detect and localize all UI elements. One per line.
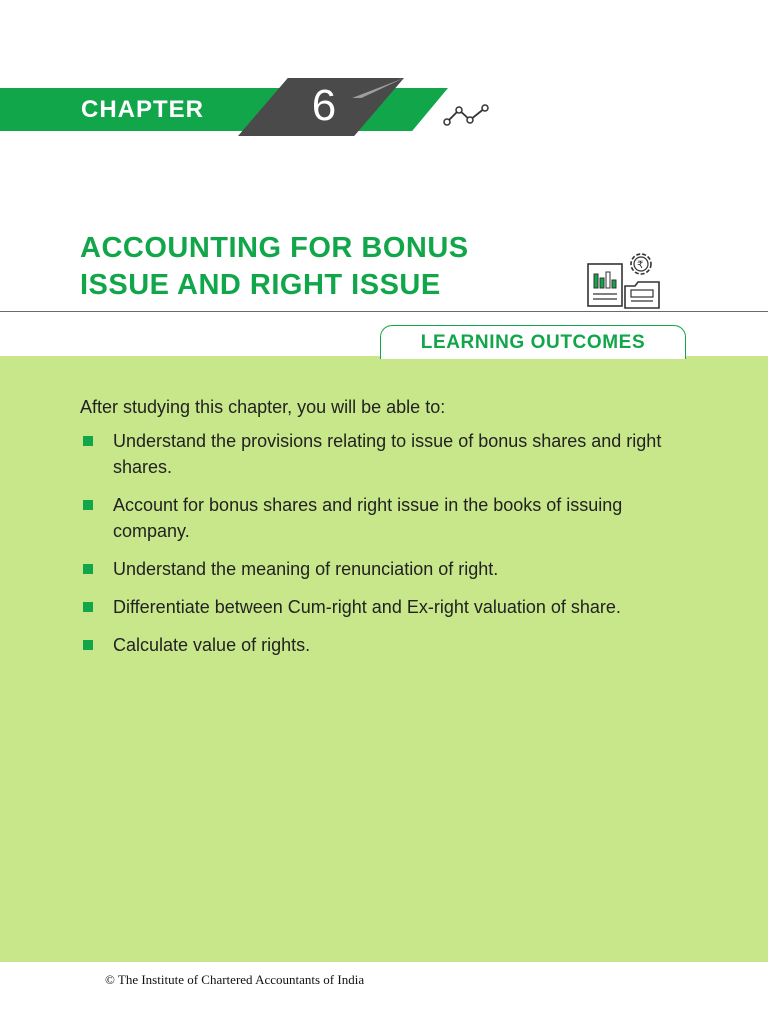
square-bullet-icon xyxy=(83,564,93,574)
chapter-title-line-2: ISSUE AND RIGHT ISSUE xyxy=(80,269,441,301)
list-item xyxy=(80,556,700,582)
list-item xyxy=(80,428,700,480)
svg-text:₹: ₹ xyxy=(637,260,644,271)
list-item-text: Calculate value of rights. xyxy=(113,635,311,655)
square-bullet-icon xyxy=(83,500,93,510)
list-item-text: Understand the meaning of renunciation of right. xyxy=(113,559,499,579)
chapter-label: CHAPTER xyxy=(81,96,205,123)
square-bullet-icon xyxy=(83,602,93,612)
learning-outcomes-list xyxy=(80,428,700,670)
square-bullet-icon xyxy=(83,640,93,650)
learning-outcomes-tab: LEARNING OUTCOMES xyxy=(380,325,686,359)
list-item-text: Account for bonus shares and right issue in the books of issuing company. xyxy=(113,495,623,541)
line-trend-icon xyxy=(442,102,492,128)
copyright-footer: © The Institute of Chartered Accountants of India xyxy=(105,972,365,987)
chapter-number: 6 xyxy=(311,81,337,130)
chapter-title xyxy=(80,230,550,304)
chapter-title-line-1: ACCOUNTING FOR BONUS xyxy=(80,232,469,264)
financial-documents-icon xyxy=(585,248,665,310)
square-bullet-icon xyxy=(83,436,93,446)
list-item-text: Differentiate between Cum-right and Ex-right valuation of share. xyxy=(113,597,621,617)
list-item xyxy=(80,492,700,544)
list-item xyxy=(80,632,700,658)
header-divider xyxy=(0,311,768,312)
learning-outcomes-intro: After studying this chapter, you will be able to: xyxy=(80,397,446,417)
list-item-text: Understand the provisions relating to issue of bonus shares and right shares. xyxy=(113,431,662,477)
list-item xyxy=(80,594,700,620)
